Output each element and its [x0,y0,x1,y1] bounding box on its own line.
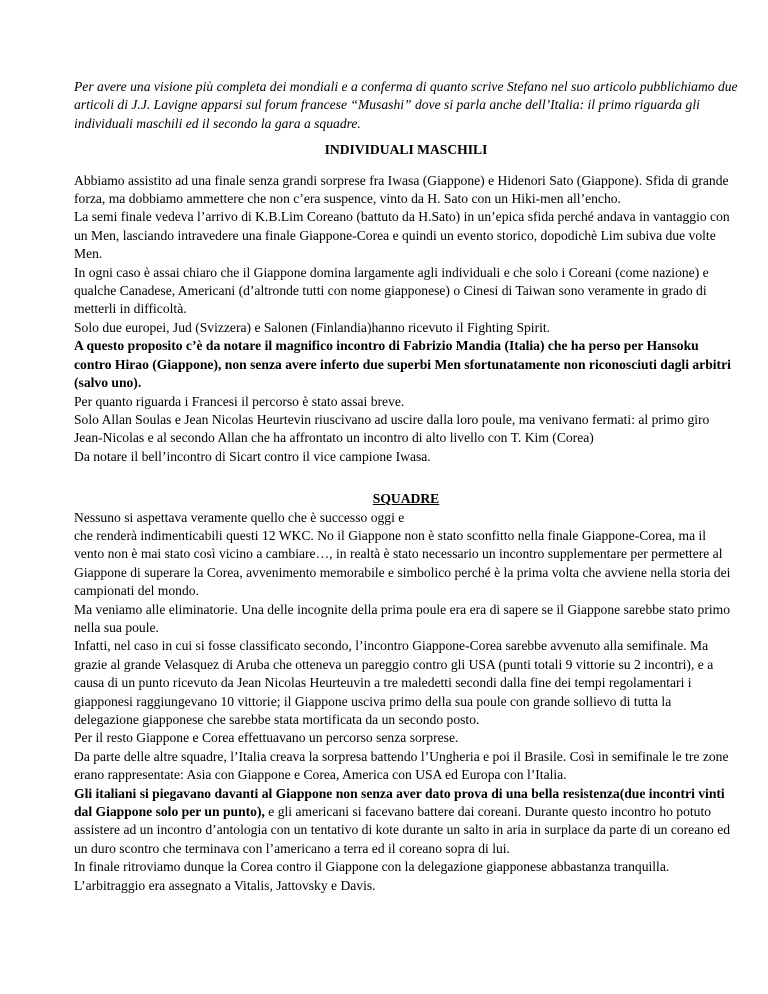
paragraph: In finale ritroviamo dunque la Corea contro il Giappone con la delegazione giapponese abbastanza tranquilla. L’arbitraggio era assegnato a Vitalis, Jattovsky e Davis. [74,859,670,893]
paragraph: Da parte delle altre squadre, l’Italia creava la sorpresa battendo l’Ungheria e poi il Brasile. Così in semifinale le tre zone erano rappresentate: Asia con Giappone e Corea, America con USA ed Europa con l’Italia. [74,748,729,783]
paragraph: Solo Allan Soulas e Jean Nicolas Heurtevin riuscivano ad uscire dalla loro poule, ma venivano fermati: al primo giro Jean-Nicolas e al secondo Allan che ha affrontato un incontro di alto livello con T. Kim (Corea) [74,411,710,446]
section-title-individuali: INDIVIDUALI MASCHILI [324,142,488,158]
section-title-squadre: SQUADRE [372,491,440,507]
paragraph: Per quanto riguarda i Francesi il percorso è stato assai breve. [74,393,405,409]
paragraph: In ogni caso è assai chiaro che il Giappone domina largamente agli individuali e che solo i Coreani (come nazione) e qualche Canadese, Americani (d’altronde tutti con nome giapponese) o Cinesi di Taiwan sono veramente in grado di metterli in difficoltà. [74,264,709,317]
paragraph: Infatti, nel caso in cui si fosse classificato secondo, l’incontro Giappone-Corea sarebbe avvenuto alla semifinale. Ma grazie al grande Velasquez di Aruba che otteneva un pareggio contro gli USA (punti totali 9 vittorie su 2 incontri), e a causa di un punto ricevuto da Jean Nicolas Heurteuvin a tre maledetti secondi dalla fine dei tempi regolamentari i giapponesi raggiungevano 10 vittorie; il Giappone usciva primo della sua poule con grande sollievo di tutta la delegazione giapponese che sarebbe stata mortificata da un secondo posto. [74,638,714,727]
paragraph: Da notare il bell’incontro di Sicart contro il vice campione Iwasa. [74,448,431,464]
paragraph: Ma veniamo alle eliminatorie. Una delle incognite della prima poule era era di sapere se il Giappone sarebbe stato primo nella sua poule. [74,601,731,635]
paragraph: Solo due europei, Jud (Svizzera) e Salonen (Finlandia)hanno ricevuto il Fighting Spirit. [74,319,551,335]
document-page [74,78,738,895]
paragraph: Per il resto Giappone e Corea effettuavano un percorso senza sorprese. [74,730,459,746]
paragraph: Abbiamo assistito ad una finale senza grandi sorprese fra Iwasa (Giappone) e Hidenori Sato (Giappone). Sfida di grande forza, ma dobbiamo ammettere che non c’era suspence, vinto da H. Sato con un Hiki-men all’encho. [74,172,729,207]
paragraph [74,785,738,859]
bold-paragraph: A questo proposito c’è da notare il magnifico incontro di Fabrizio Mandia (Italia) che ha perso per Hansoku contro Hirao (Giappone), non senza avere inferto due superbi Men sfortunatamente non riconosciuti dagli arbitri (salvo uno). [74,338,731,391]
paragraph-text: e gli americani si facevano battere dai coreani. Durante questo incontro ho potuto assistere ad un incontro d’antologia con un tentativo di kote durante un salto in aria in surplace da parte di un coreano ed un duro scontro che terminava con l’americano a terra ed il coreano sopra di lui. [74,804,731,856]
bold-text: Gli italiani si piegavano davanti al Giappone non senza aver dato prova di una bella resistenza(due incontri vinti dal Giappone solo per un punto), [74,785,725,820]
paragraph: La semi finale vedeva l’arrivo di K.B.Lim Coreano (battuto da H.Sato) in un’epica sfida perché andava in vantaggio con un Men, lasciando intravedere una finale Giappone-Corea e quindi un evento storico, dopodichè Lim subiva due volte Men. [74,209,730,262]
paragraph: che renderà indimenticabili questi 12 WKC. No il Giappone non è stato sconfitto nella finale Giappone-Corea, ma il vento non è mai stato così vicino a cambiare…, in realtà è stato necessario un incontro supplementare per permettere al Giappone di superare la Corea, avvenimento memorabile e simbolico perché è la prima volta che avviene nella storia dei campionati del mondo. [74,527,731,599]
paragraph: Nessuno si aspettava veramente quello che è successo oggi e [74,509,405,525]
intro-paragraph: Per avere una visione più completa dei mondiali e a conferma di quanto scrive Stefano nel suo articolo pubblichiamo due articoli di J.J. Lavigne apparsi sul forum francese “Musashi” dove si parla anche dell’Italia: il primo riguarda gli individuali maschili ed il secondo la gara a squadre. [74,79,738,131]
